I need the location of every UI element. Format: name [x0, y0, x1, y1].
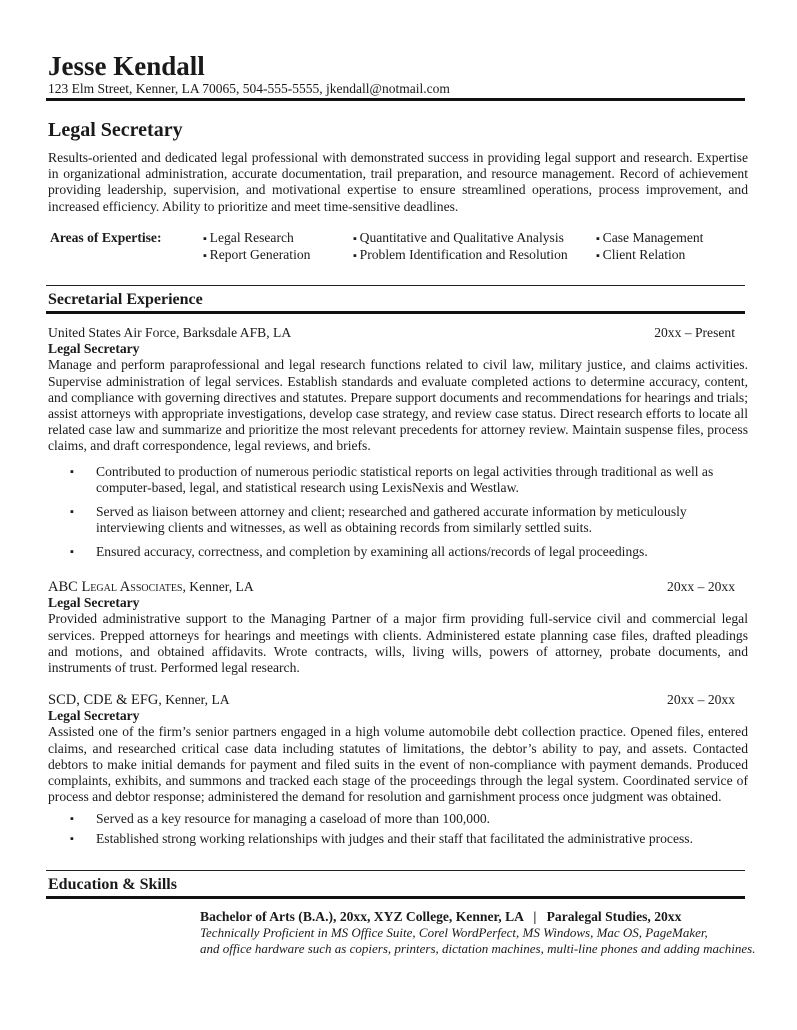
expertise-item: ▪ Quantitative and Qualitative Analysis: [353, 230, 568, 247]
education-block: [200, 909, 755, 956]
employer: United States Air Force, Barksdale AFB, LA: [48, 325, 292, 340]
bullet-icon: ▪: [70, 465, 74, 478]
expertise-column-1: [203, 230, 310, 264]
expertise-label: Areas of Expertise:: [50, 230, 162, 245]
employer: ABC Legal Associates: [48, 579, 183, 595]
resume-title: Legal Secretary: [48, 119, 183, 141]
professional-summary: Results-oriented and dedicated legal professional with demonstrated success in providing legal support and research. Expertise in organizational administration, accurate documentation, trail preparation, and resource management. Record of achievement providing leadership, supervision, and motivational expertise to ensure streamlined operations, process improvement, and increased efficiency. Ability to prioritize and meet time-sensitive deadlines.: [48, 150, 748, 214]
job-dates: 20xx – 20xx: [667, 692, 735, 707]
list-item: ▪ Contributed to production of numerous periodic statistical reports on legal activities through traditional as well as computer-based, legal, and statistical research using LexisNexis and Westlaw.: [70, 463, 714, 495]
experience-heading: Secretarial Experience: [48, 291, 203, 308]
education-heading: Education & Skills: [48, 876, 177, 893]
job-description: Provided administrative support to the Managing Partner of a major firm providing full-service civil and commercial legal services. Prepped attorneys for hearings and meetings with clients. Administered estate planning case files, drafted pleadings and motions, and obtained affidavits. Wrote contracts, wills, living wills, powers of attorney, probate documents, and instruments of trust. Performed legal research.: [48, 611, 748, 676]
job-bullets: [48, 464, 748, 561]
degree-line: Bachelor of Arts (B.A.), 20xx, XYZ College, Kenner, LA | Paralegal Studies, 20xx: [200, 909, 682, 924]
expertise-item: ▪ Client Relation: [596, 247, 703, 264]
job-entry: [48, 692, 748, 847]
list-item: ▪ Served as liaison between attorney and client; researched and gathered accurate information by meticulously interviewing clients and witnesses, as well as obtaining records from similarly settled suits.: [70, 504, 687, 536]
expertise-column-3: [596, 230, 703, 264]
job-dates: 20xx – Present: [654, 325, 735, 340]
bullet-icon: ▪: [70, 832, 74, 845]
bullet-icon: ▪: [70, 506, 74, 519]
section-divider: [46, 311, 745, 314]
bullet-icon: ▪: [70, 813, 74, 826]
employer-location: , Kenner, LA: [182, 579, 254, 594]
job-bullets: [48, 811, 748, 846]
bullet-icon: ▪: [70, 546, 74, 559]
section-divider: [46, 870, 745, 871]
expertise-item: ▪ Report Generation: [203, 247, 310, 264]
job-role: Legal Secretary: [48, 708, 140, 724]
job-description: Assisted one of the firm’s senior partners engaged in a high volume automobile debt collection practice. Opened files, entered claims, and researched critical case data including statutes of limitations, the debtor’s ability to pay, and assets. Contacted debtors to make initial demands for payment and filed suits in the event of non-compliance with payment demands. Produced complaints, exhibits, and summons and tracked each stage of the proceedings through the legal system. Coordinated service of process and debtor response; administered the demand for resolution and garnishment process once judgment was obtained.: [48, 724, 748, 805]
expertise-item: ▪ Problem Identification and Resolution: [353, 247, 568, 264]
employer: SCD, CDE & EFG: [48, 692, 159, 708]
skills-line: and office hardware such as copiers, printers, dictation machines, multi-line phones and adding machines.: [200, 940, 756, 956]
job-entry: [48, 579, 748, 676]
expertise-column-2: [353, 230, 568, 264]
candidate-name: Jesse Kendall: [48, 51, 205, 81]
job-entry: [48, 325, 748, 561]
job-dates: 20xx – 20xx: [667, 579, 735, 594]
list-item: ▪ Served as a key resource for managing a caseload of more than 100,000.: [70, 811, 491, 827]
employer-location: , Kenner, LA: [158, 692, 230, 707]
list-item: ▪ Established strong working relationships with judges and their staff that facilitated the administrative process.: [70, 830, 693, 846]
section-divider: [46, 896, 745, 899]
section-divider: [46, 285, 745, 286]
list-item: ▪ Ensured accuracy, correctness, and completion by examining all actions/records of legal proceedings.: [70, 544, 648, 560]
contact-info: 123 Elm Street, Kenner, LA 70065, 504-555-5555, jkendall@notmail.com: [48, 81, 450, 96]
job-role: Legal Secretary: [48, 341, 140, 357]
header-divider: [46, 98, 745, 101]
job-role: Legal Secretary: [48, 595, 140, 611]
expertise-item: ▪ Case Management: [596, 230, 703, 247]
expertise-item: ▪ Legal Research: [203, 230, 310, 247]
skills-line: Technically Proficient in MS Office Suite, Corel WordPerfect, MS Windows, Mac OS, PageMaker,: [200, 924, 708, 940]
job-description: Manage and perform paraprofessional and legal research functions related to civil law, military justice, and claims activities. Supervise administration of legal services. Establish standards and evaluate completed actions to determine accuracy, content, and compliance with governing directives and statutes. Prepare support documents and recommendations for hearings and trials; assist attorneys with appropriate investigations, develop case strategy, and review case status. Direct research efforts to locate all related case law and summarize and prioritize the most relevant precedents for attorney review. Maintain suspense files, process claims, and draft correspondence, legal reviews, and briefs.: [48, 357, 748, 454]
